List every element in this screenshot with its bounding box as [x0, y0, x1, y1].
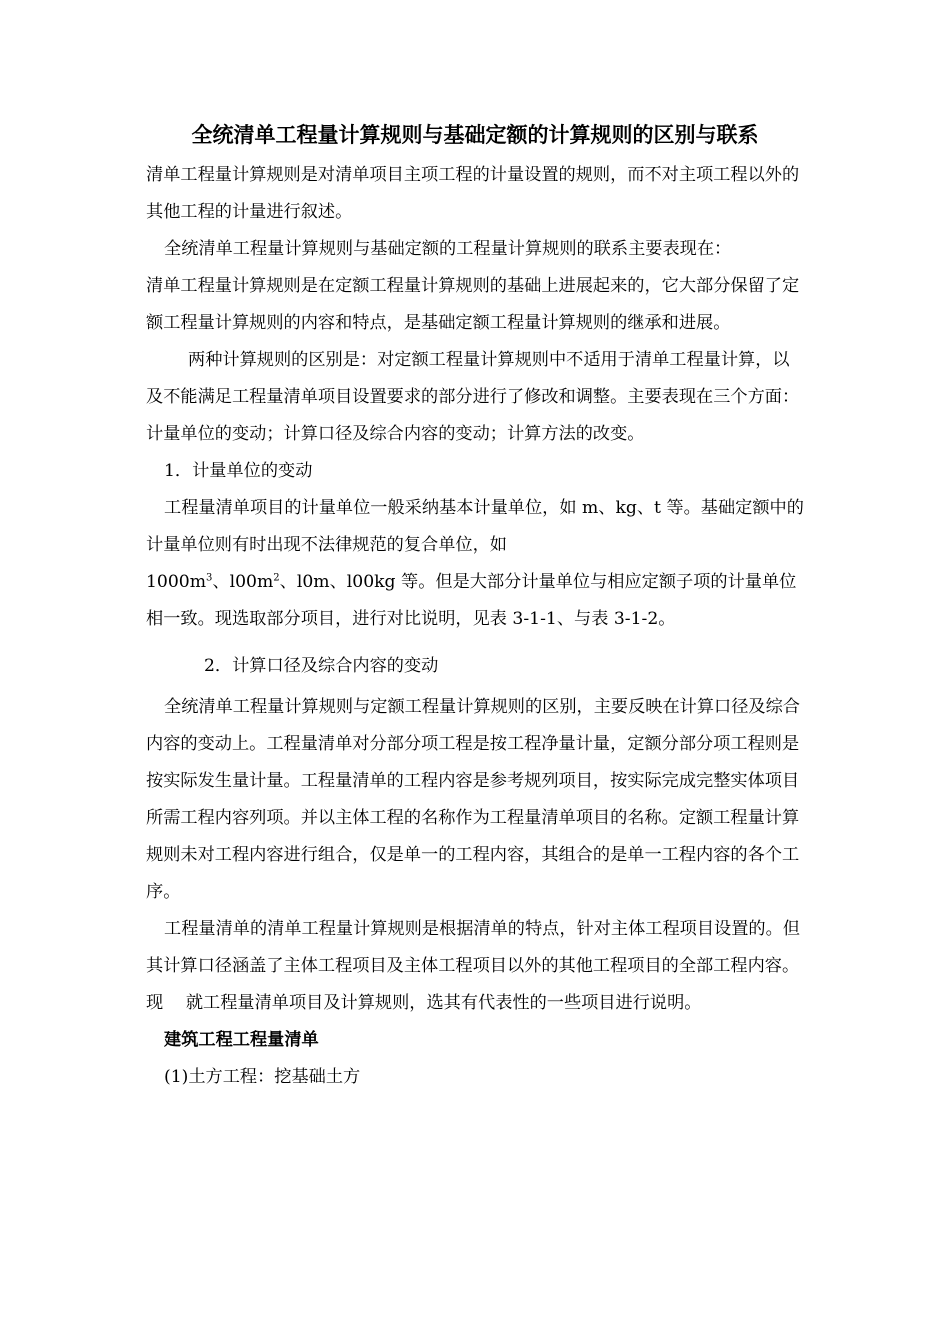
heading-building-bill: 建筑工程工程量清单 — [164, 1030, 319, 1050]
paragraph-2: 全统清单工程量计算规则与基础定额的工程量计算规则的联系主要表现在： — [164, 239, 732, 259]
paragraph-5: 工程量清单项目的计量单位一般采纳基本计量单位，如 m、kg、t 等。基础定额中的计量单位则有时出现不法律规范的复合单位，如 — [146, 498, 804, 555]
heading-earthwork: (1)土方工程：挖基础土方 — [164, 1067, 361, 1087]
heading-unit-change: 1．计量单位的变动 — [164, 461, 313, 481]
document-body — [146, 157, 823, 1096]
paragraph-6 — [146, 564, 806, 638]
paragraph-8: 工程量清单的清单工程量计算规则是根据清单的特点，针对主体工程项目设置的。但 其计算口径涵盖了主体工程项目及主体工程项目以外的其他工程项目的全部工程内容。现 就工程量清单项目及计算规则，选其有代表性的一些项目进行说明。 — [146, 919, 823, 1013]
paragraph-1: 清单工程量计算规则是对清单项目主项工程的计量设置的规则，而不对主项工程以外的其他工程的计量进行叙述。 — [146, 165, 800, 222]
unit-text-2: 、l00m — [212, 572, 274, 592]
superscript-3: 3 — [206, 572, 213, 584]
superscript-2: 2 — [273, 572, 280, 584]
paragraph-3: 清单工程量计算规则是在定额工程量计算规则的基础上进展起来的，它大部分保留了定额工程量计算规则的内容和特点，是基础定额工程量计算规则的继承和进展。 — [146, 276, 800, 333]
document-title: 全统清单工程量计算规则与基础定额的计算规则的区别与联系 — [191, 123, 759, 147]
unit-text-3: 、l0m、l00kg 等。但是大部分计量单位与相应定额子项的计量单位相一致。现选取部分项目，进行对比说明，见表 3-1-1、与表 3-1-2。 — [146, 572, 797, 629]
unit-text-1: 1000m — [146, 572, 207, 592]
paragraph-7: 全统清单工程量计算规则与定额工程量计算规则的区别，主要反映在计算口径及综合内容的变动上。工程量清单对分部分项工程是按工程净量计量，定额分部分项工程则是按实际发生量计量。工程量清单的工程内容是参考规列项目，按实际完成完整实体项目所需工程内容列项。并以主体工程的名称作为工程量清单项目的名称。定额工程量计算规则未对工程内容进行组合，仅是单一的工程内容，其组合的是单一工程内容的各个工序。 — [146, 697, 800, 902]
paragraph-4: 两种计算规则的区别是：对定额工程量计算规则中不适用于清单工程量计算，以及不能满足工程量清单项目设置要求的部分进行了修改和调整。主要表现在三个方面：计量单位的变动；计算口径及综合内容的变动；计算方法的改变。 — [146, 350, 800, 444]
heading-scope-change: 2．计算口径及综合内容的变动 — [204, 656, 439, 676]
